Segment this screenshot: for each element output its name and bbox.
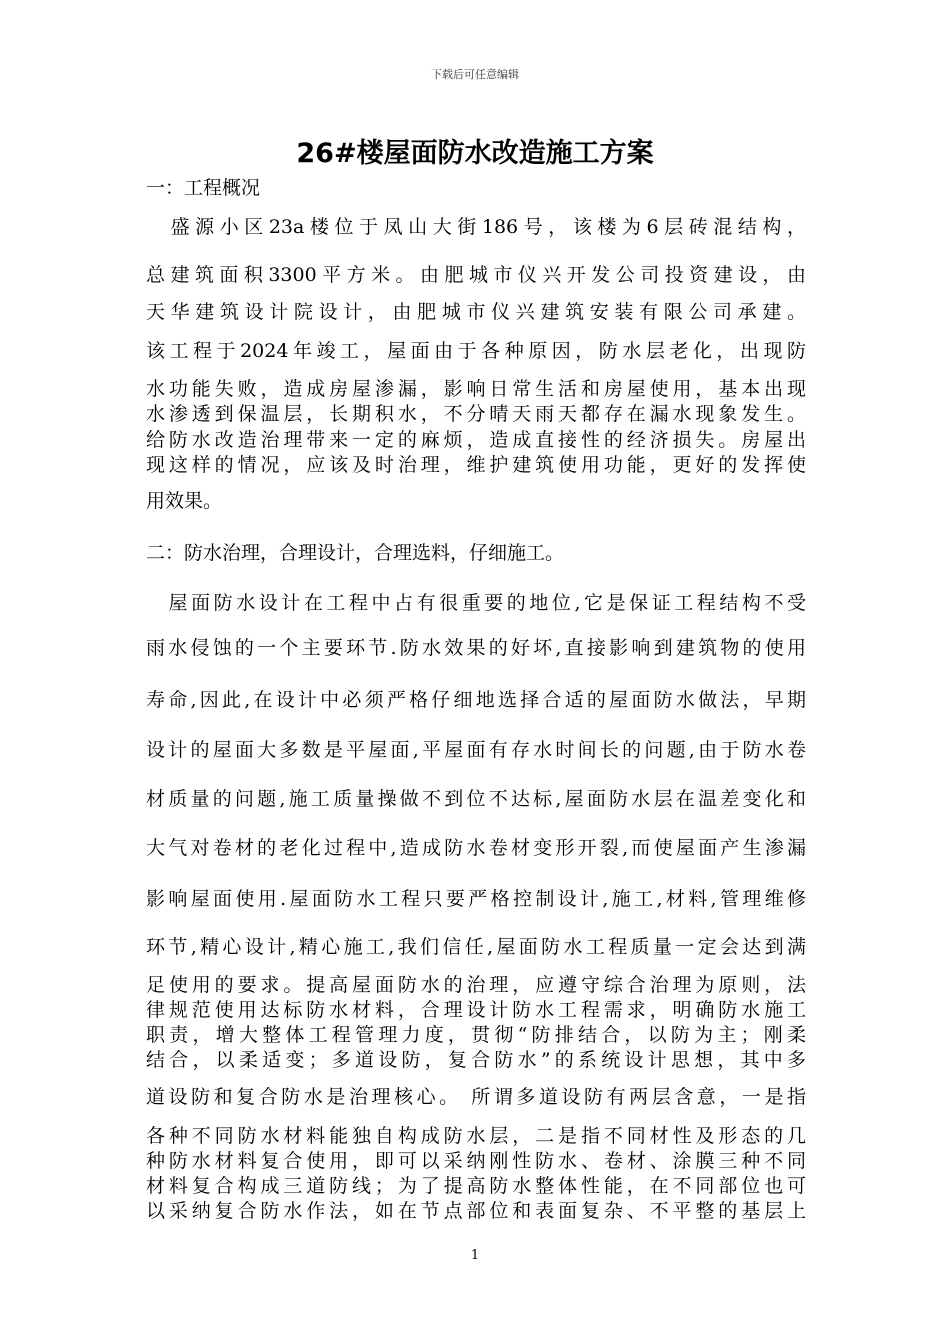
paragraph-line: 总建筑面积3300平方米。由肥城市仪兴开发公司投资建设，由 xyxy=(146,264,806,286)
paragraph-line: 道设防和复合防水是治理核心。 所谓多道设防有两层含意，一是指 xyxy=(146,1086,806,1108)
paragraph-line: 种防水材料复合使用，即可以采纳刚性防水、卷材、涂膜三种不同 xyxy=(146,1150,806,1172)
paragraph-line: 该工程于2024年竣工，屋面由于各种原因，防水层老化，出现防 xyxy=(146,340,806,362)
paragraph-line: 寿命,因此,在设计中必须严格仔细地选择合适的屋面防水做法，早期 xyxy=(146,689,806,711)
page-header: 下载后可任意编辑 xyxy=(431,68,519,81)
paragraph-line: 大气对卷材的老化过程中,造成防水卷材变形开裂,而使屋面产生渗漏 xyxy=(146,837,806,859)
paragraph-line: 材料复合构成三道防线；为了提高防水整体性能，在不同部位也可 xyxy=(146,1175,806,1197)
paragraph-line: 水功能失败，造成房屋渗漏，影响日常生活和房屋使用，基本出现 xyxy=(146,378,806,400)
paragraph-line: 屋面防水设计在工程中占有很重要的地位,它是保证工程结构不受 xyxy=(146,592,806,614)
paragraph-line: 水渗透到保温层，长期积水，不分晴天雨天都存在漏水现象发生。 xyxy=(146,403,806,425)
paragraph-line: 结合，以柔适变；多道设防，复合防水”的系统设计思想，其中多 xyxy=(146,1049,806,1071)
paragraph-line: 律规范使用达标防水材料，合理设计防水工程需求，明确防水施工 xyxy=(146,999,806,1021)
paragraph-line: 用效果。 xyxy=(146,490,223,512)
paragraph-line: 环节,精心设计,精心施工,我们信任,屋面防水工程质量一定会达到满 xyxy=(146,936,806,958)
page-number: 1 xyxy=(470,1248,480,1263)
paragraph-line: 盛源小区23a楼位于凤山大街186号，该楼为6层砖混结构， xyxy=(146,216,806,238)
paragraph-line: 天华建筑设计院设计，由肥城市仪兴建筑安装有限公司承建。 xyxy=(146,301,806,323)
paragraph-line: 设计的屋面大多数是平屋面,平屋面有存水时间长的问题,由于防水卷 xyxy=(146,739,806,761)
paragraph-line: 雨水侵蚀的一个主要环节.防水效果的好坏,直接影响到建筑物的使用 xyxy=(146,637,806,659)
paragraph-line: 各种不同防水材料能独自构成防水层，二是指不同材性及形态的几 xyxy=(146,1125,806,1147)
paragraph-line: 材质量的问题,施工质量操做不到位不达标,屋面防水层在温差变化和 xyxy=(146,788,806,810)
paragraph-line: 职责，增大整体工程管理力度，贯彻“防排结合，以防为主；刚柔 xyxy=(146,1024,806,1046)
paragraph-line: 足使用的要求。提高屋面防水的治理，应遵守综合治理为原则，法 xyxy=(146,974,806,996)
section-heading-2: 二：防水治理，合理设计，合理选料，仔细施工。 xyxy=(146,542,565,564)
paragraph-line: 以采纳复合防水作法，如在节点部位和表面复杂、不平整的基层上 xyxy=(146,1200,806,1222)
paragraph-line: 现这样的情况，应该及时治理，维护建筑使用功能，更好的发挥使 xyxy=(146,454,806,476)
section-heading-1: 一：工程概况 xyxy=(146,177,261,199)
paragraph-line: 影响屋面使用.屋面防水工程只要严格控制设计,施工,材料,管理维修 xyxy=(146,888,806,910)
paragraph-line: 给防水改造治理带来一定的麻烦，造成直接性的经济损失。房屋出 xyxy=(146,429,806,451)
document-title: 26#楼屋面防水改造施工方案 xyxy=(296,138,654,169)
